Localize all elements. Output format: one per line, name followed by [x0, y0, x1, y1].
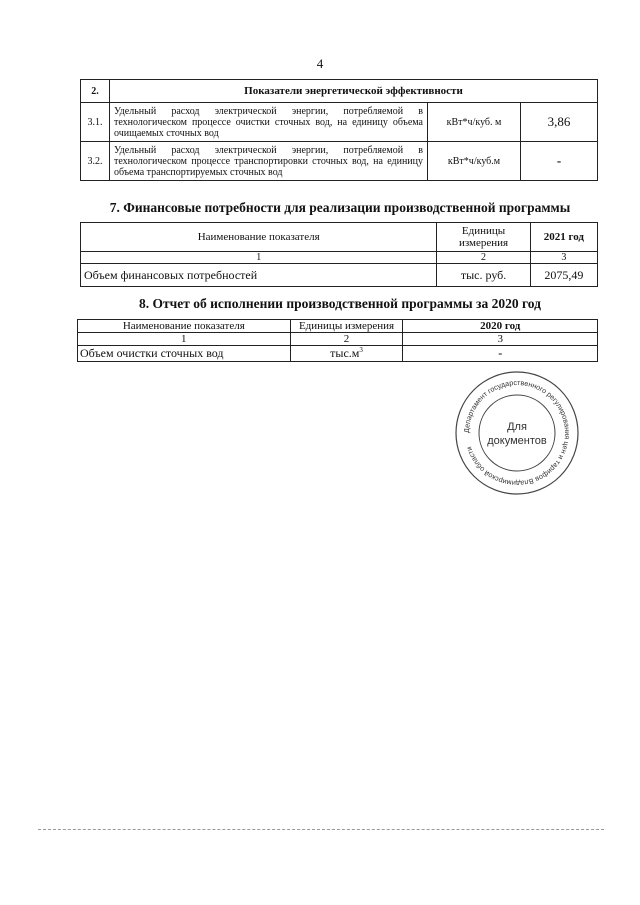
section-7-title: 7. Финансовые потребности для реализации производственной программы [109, 200, 571, 215]
stamp-ring-text: Департамент государственного регулирования цен и тарифов Владимирской области [461, 377, 573, 489]
stamp-center-line-1: Для [507, 421, 527, 433]
row-unit: тыс. руб. [437, 264, 530, 287]
page-footer-line [38, 829, 604, 830]
table-row [81, 264, 598, 287]
column-header-name: Наименование показателя [81, 223, 437, 252]
table-row [81, 103, 598, 142]
financial-needs-table [80, 222, 598, 287]
column-index: 2 [437, 252, 530, 264]
row-number: 3.1. [81, 103, 110, 142]
stamp-inner-ring [479, 395, 555, 471]
column-index-row [81, 252, 598, 264]
column-header-unit: Единицы измерения [437, 223, 530, 252]
stamp-center-line-2: документов [487, 435, 547, 447]
energy-efficiency-table [80, 79, 598, 181]
column-header-year: 2020 год [403, 320, 598, 333]
table-header-row [78, 320, 598, 333]
official-stamp [452, 368, 582, 498]
table-header-row [81, 80, 598, 103]
table-row [81, 142, 598, 181]
column-index: 3 [403, 333, 598, 346]
column-index: 1 [78, 333, 291, 346]
section-number: 2. [81, 80, 110, 103]
column-index: 1 [81, 252, 437, 264]
row-unit: кВт*ч/куб. м [428, 103, 521, 142]
column-index: 3 [530, 252, 597, 264]
row-name: Объем финансовых потребностей [81, 264, 437, 287]
section-8-title: 8. Отчет об исполнении производственной программы за 2020 год [139, 296, 541, 311]
column-header-year: 2021 год [530, 223, 597, 252]
table-header-row [81, 223, 598, 252]
row-number: 3.2. [81, 142, 110, 181]
column-header-name: Наименование показателя [78, 320, 291, 333]
program-report-table [77, 319, 598, 362]
row-unit [290, 346, 403, 362]
row-value: 3,86 [521, 103, 598, 142]
column-index: 2 [290, 333, 403, 346]
row-description: Удельный расход электрической энергии, потребляемой в технологическом процессе транспортировки сточных вод, на единицу объема транспортируемых сточных вод [110, 142, 428, 181]
page-number: 4 [316, 56, 324, 71]
table-row [78, 346, 598, 362]
row-unit: кВт*ч/куб.м [428, 142, 521, 181]
row-value: - [403, 346, 598, 362]
section-heading: Показатели энергетической эффективности [110, 80, 598, 103]
unit-superscript: 3 [359, 346, 363, 354]
row-description: Удельный расход электрической энергии, потребляемой в технологическом процессе очистки сточных вод, на единицу объема очищаемых сточных вод [110, 103, 428, 142]
unit-text: тыс.м [330, 346, 360, 360]
column-header-unit: Единицы измерения [290, 320, 403, 333]
row-value: 2075,49 [530, 264, 597, 287]
row-value: - [521, 142, 598, 181]
column-index-row [78, 333, 598, 346]
row-name: Объем очистки сточных вод [78, 346, 291, 362]
stamp-outer-ring [456, 372, 578, 494]
